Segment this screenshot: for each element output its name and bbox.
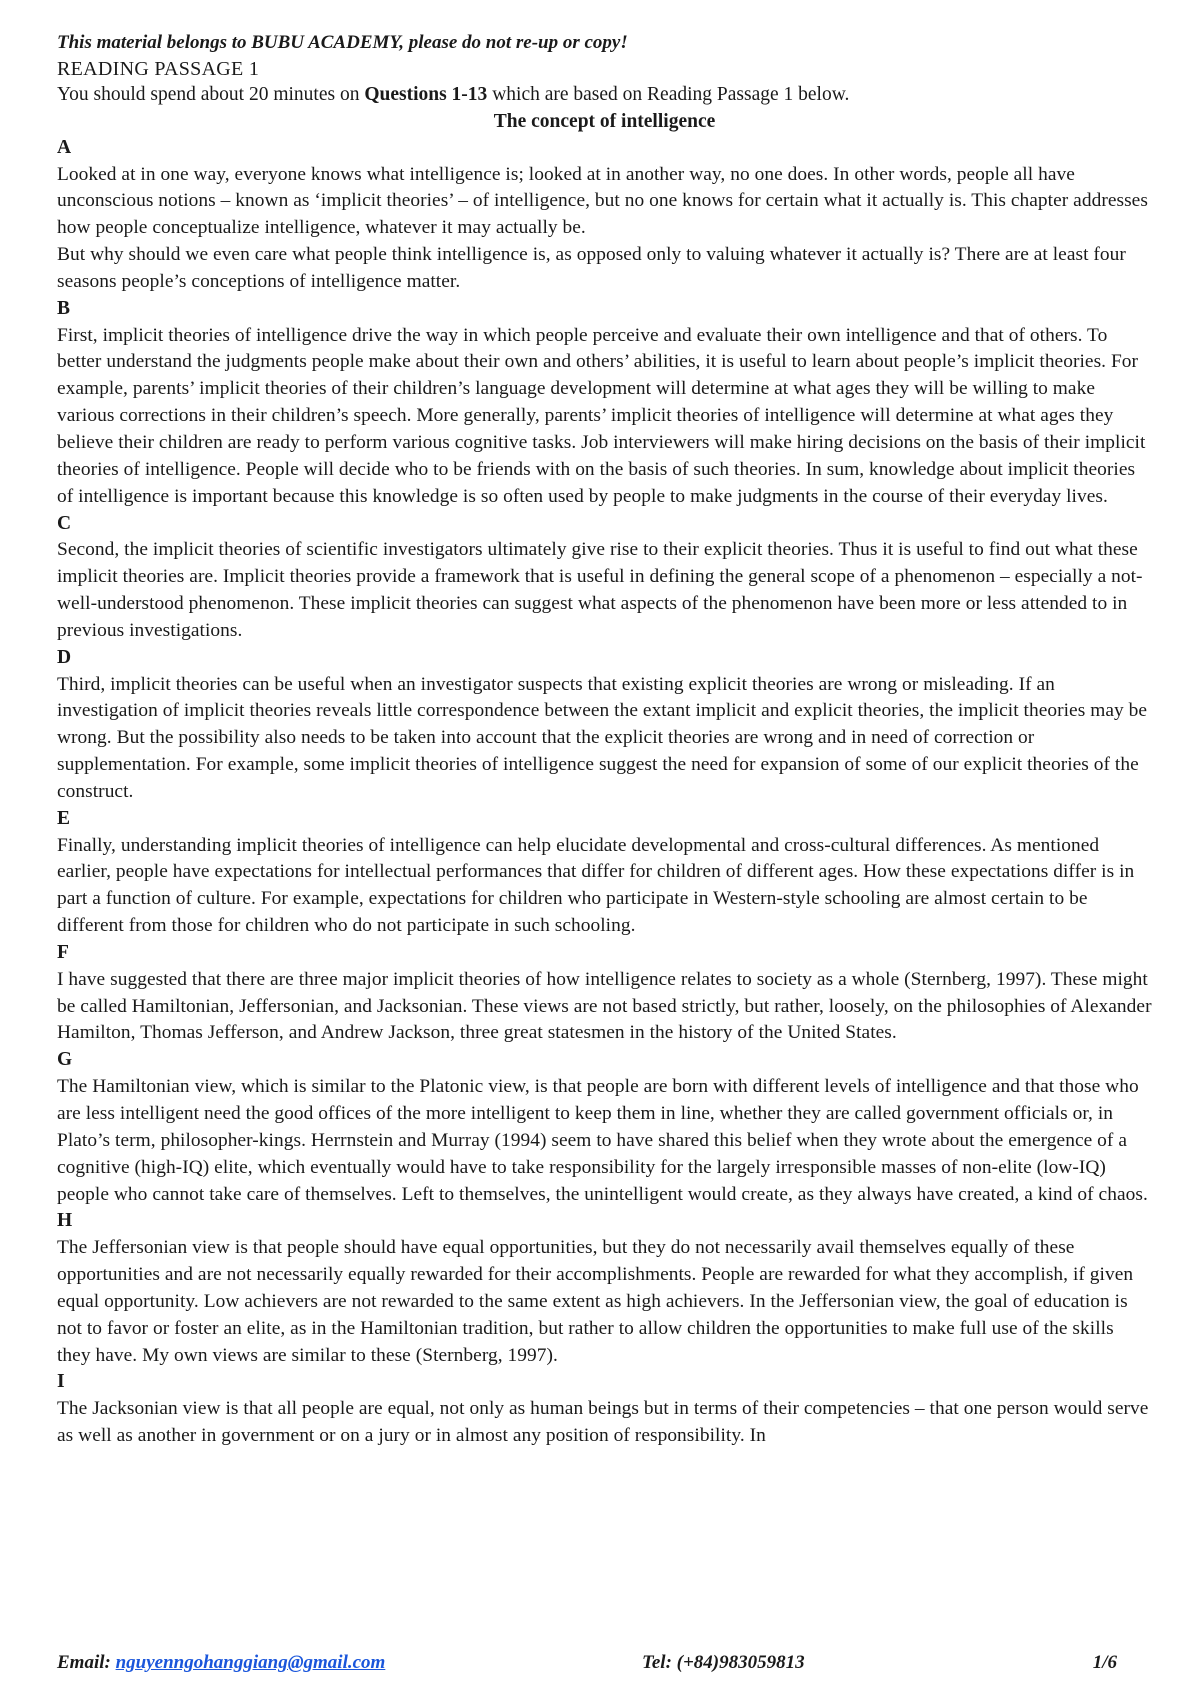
paragraph: I have suggested that there are three major implicit theories of how intelligence relates to society as a whole (Sternberg, 1997). These might be called Hamiltonian, Jeffersonian, and Jacksonian. These views are not based strictly, but rather, loosely, on the philosophies of Alexander Hamilton, Thomas Jefferson, and Andrew Jackson, three great statesmen in the history of the United States.: [57, 968, 1152, 1044]
instruction-questions: Questions 1-13: [364, 84, 488, 105]
passage-title: READING PASSAGE 1: [57, 58, 260, 80]
page-footer: [57, 1652, 1117, 1680]
footer-email: [57, 1652, 385, 1674]
section-letter: F: [57, 942, 69, 964]
section-letter: E: [57, 808, 71, 830]
paragraph: Second, the implicit theories of scientific investigators ultimately give rise to their explicit theories. Thus it is useful to find out what these implicit theories are. Implicit theories provide a framework that is useful in defining the general scope of a phenomenon – especially a not-well-understood phenomenon. These implicit theories can suggest what aspects of the phenomenon have been more or less attended to in previous investigations.: [57, 539, 1143, 642]
section-letter: B: [57, 298, 71, 320]
section-letter: A: [57, 137, 72, 158]
section-i: [57, 1369, 1152, 1449]
paragraph: But why should we even care what people think intelligence is, as opposed only to valuing whatever it actually is? There are at least four seasons people’s conceptions of intelligence matter.: [57, 244, 1126, 293]
email-label: Email:: [57, 1652, 116, 1673]
page-number: 1/6: [1092, 1652, 1117, 1673]
section-a: [57, 135, 1152, 296]
section-letter: H: [57, 1210, 73, 1232]
section-letter: I: [57, 1371, 65, 1393]
section-f: [57, 940, 1152, 1047]
instructions: [57, 82, 1152, 108]
section-c: [57, 511, 1152, 645]
section-letter: C: [57, 512, 72, 534]
section-letter: D: [57, 647, 72, 668]
section-b: [57, 296, 1152, 511]
email-link[interactable]: nguyenngohanggiang@gmail.com: [115, 1652, 386, 1673]
copyright-notice: This material belongs to BUBU ACADEMY, please do not re-up or copy!: [57, 32, 628, 53]
section-g: [57, 1047, 1152, 1208]
section-d: [57, 645, 1152, 806]
footer-phone: Tel: (+84)983059813: [642, 1652, 805, 1673]
paragraph: Finally, understanding implicit theories of intelligence can help elucidate developmental and cross-cultural differences. As mentioned earlier, people have expectations for intellectual performances that differ for children of different ages. How these expectations differ is in part a function of culture. For example, expectations for children who participate in Western-style schooling are almost certain to be different from those for children who do not participate in such schooling.: [57, 834, 1135, 937]
instruction-post: which are based on Reading Passage 1 below.: [487, 84, 850, 105]
section-e: [57, 806, 1152, 940]
instruction-pre: You should spend about 20 minutes on: [57, 84, 365, 105]
paragraph: First, implicit theories of intelligence drive the way in which people perceive and evaluate their own intelligence and that of others. To better understand the judgments people make about their own and others’ abilities, it is useful to learn about people’s implicit theories. For example, parents’ implicit theories of their children’s language development will determine at what ages they will be willing to make various corrections in their children’s speech. More generally, parents’ implicit theories of intelligence will determine at what ages they believe their children are ready to perform various cognitive tasks. Job interviewers will make hiring decisions on the basis of their implicit theories of intelligence. People will decide who to be friends with on the basis of such theories. In sum, knowledge about implicit theories of intelligence is important because this knowledge is so often used by people to make judgments in the course of their everyday lives.: [57, 324, 1146, 507]
paragraph: The Jacksonian view is that all people are equal, not only as human beings but in terms of their competencies – that one person would serve as well as another in government or on a jury or in almost any position of responsibility. In: [57, 1397, 1149, 1446]
paragraph: Looked at in one way, everyone knows what intelligence is; looked at in another way, no one does. In other words, people all have unconscious notions – known as ‘implicit theories’ – of intelligence, but no one knows for certain what it actually is. This chapter addresses how people conceptualize intelligence, whatever it may actually be.: [57, 163, 1148, 239]
paragraph: Third, implicit theories can be useful when an investigator suspects that existing explicit theories are wrong or misleading. If an investigation of implicit theories reveals little correspondence between the extant implicit and explicit theories, the implicit theories may be wrong. But the possibility also needs to be taken into account that the explicit theories are wrong and in need of correction or supplementation. For example, some implicit theories of intelligence suggest the need for expansion of some of our explicit theories of the construct.: [57, 673, 1148, 803]
section-letter: G: [57, 1049, 73, 1071]
paragraph: The Hamiltonian view, which is similar to the Platonic view, is that people are born with different levels of intelligence and that those who are less intelligent need the good offices of the more intelligent to keep them in line, whether they are called government officials or, in Plato’s term, philosopher-kings. Herrnstein and Murray (1994) seem to have shared this belief when they wrote about the emergence of a cognitive (high-IQ) elite, which eventually would have to take responsibility for the largely irresponsible masses of non-elite (low-IQ) people who cannot take care of themselves. Left to themselves, the unintelligent would create, as they always have created, a kind of chaos.: [57, 1075, 1148, 1205]
document-page: [57, 30, 1152, 1450]
passage-heading: The concept of intelligence: [493, 111, 716, 132]
section-h: [57, 1208, 1152, 1369]
paragraph: The Jeffersonian view is that people should have equal opportunities, but they do not necessarily avail themselves equally of these opportunities and are not necessarily equally rewarded for their accomplishments. People are rewarded for what they accomplish, if given equal opportunity. Low achievers are not rewarded to the same extent as high achievers. In the Jeffersonian view, the goal of education is not to favor or foster an elite, as in the Hamiltonian tradition, but rather to allow children the opportunities to make full use of the skills they have. My own views are similar to these (Sternberg, 1997).: [57, 1236, 1134, 1366]
